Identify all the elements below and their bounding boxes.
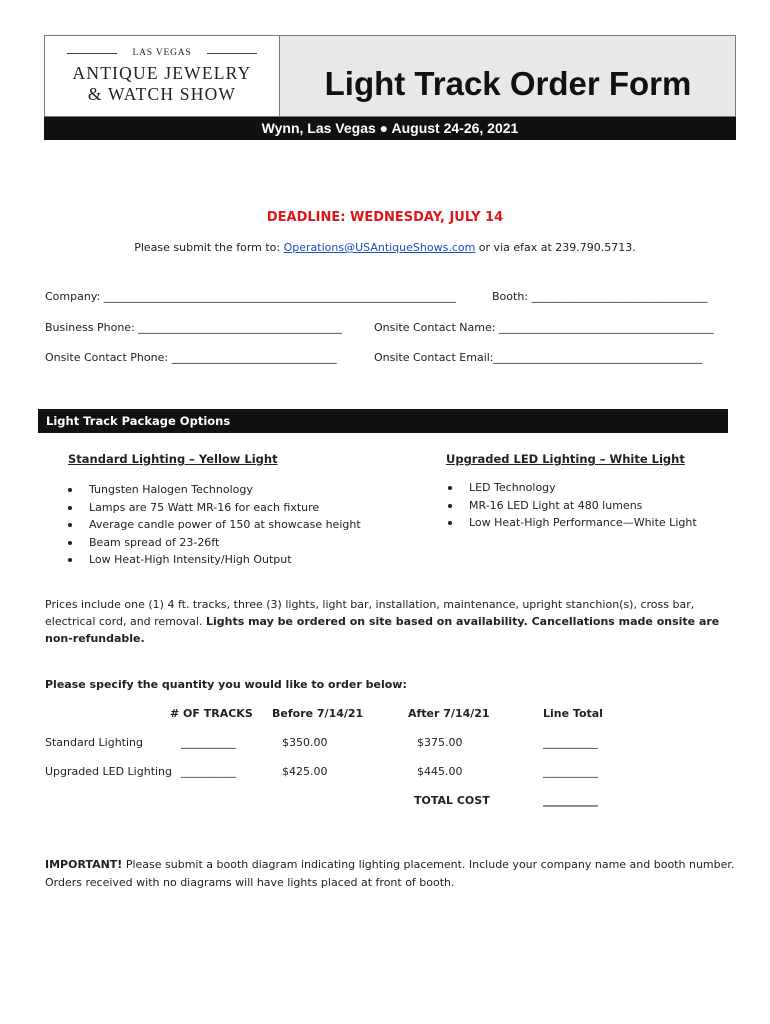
submit-instructions: [0, 240, 770, 256]
list-item: Lamps are 75 Watt MR-16 for each fixture: [66, 499, 361, 517]
total-cost-label: TOTAL COST: [414, 794, 490, 807]
price-before-upgraded: $425.00: [282, 765, 328, 778]
total-cost-field[interactable]: __________: [543, 794, 598, 807]
onsite-contact-name-field[interactable]: Onsite Contact Name: _______________________________________: [374, 321, 714, 334]
important-text: Please submit a booth diagram indicating lighting placement. Include your company name and booth number. Orders received with no diagrams will have lights placed at front of booth.: [45, 858, 735, 889]
col-header-before: Before 7/14/21: [272, 707, 364, 720]
deadline-text: DEADLINE: WEDNESDAY, JULY 14: [266, 210, 504, 225]
row-label-upgraded: Upgraded LED Lighting: [45, 765, 173, 778]
price-after-standard: $375.00: [417, 736, 463, 749]
standard-heading: Standard Lighting – Yellow Light: [68, 452, 278, 466]
list-item: LED Technology: [446, 479, 697, 497]
logo-top-line: LAS VEGAS: [67, 47, 257, 59]
line-total-standard[interactable]: __________: [543, 736, 598, 749]
package-options-bar: Light Track Package Options: [38, 409, 728, 433]
list-item: Low Heat-High Performance—White Light: [446, 514, 697, 532]
logo-line-1: ANTIQUE JEWELRY: [72, 63, 252, 83]
onsite-contact-email-field[interactable]: Onsite Contact Email:______________________________________: [374, 351, 703, 364]
submit-suffix: or via efax at 239.790.5713.: [475, 241, 636, 254]
list-item: Beam spread of 23-26ft: [66, 534, 361, 552]
col-header-after: After 7/14/21: [408, 707, 490, 720]
qty-input-standard[interactable]: __________: [181, 736, 236, 749]
price-before-standard: $350.00: [282, 736, 328, 749]
important-label: IMPORTANT!: [45, 858, 123, 871]
onsite-contact-phone-field[interactable]: Onsite Contact Phone: ______________________________: [45, 351, 337, 364]
prices-bold: Lights may be ordered on site based on availability. Cancellations made onsite are non-refundable.: [45, 615, 720, 645]
email-link[interactable]: Operations@USAntiqueShows.com: [283, 241, 476, 254]
upgraded-list: [446, 479, 697, 532]
list-item: Tungsten Halogen Technology: [66, 481, 361, 499]
list-item: MR-16 LED Light at 480 lumens: [446, 497, 697, 515]
prices-text: Prices include one (1) 4 ft. tracks, three (3) lights, light bar, installation, maintenance, upright stanchion(s), cross bar, electrical cord, and removal.: [45, 598, 695, 628]
upgraded-heading: Upgraded LED Lighting – White Light: [446, 452, 685, 466]
prices-note: [45, 596, 735, 647]
show-logo: [45, 36, 279, 116]
specify-quantity-label: Please specify the quantity you would like to order below:: [45, 678, 407, 691]
price-after-upgraded: $445.00: [417, 765, 463, 778]
booth-field[interactable]: Booth: ________________________________: [492, 290, 708, 303]
list-item: Average candle power of 150 at showcase height: [66, 516, 361, 534]
company-field[interactable]: Company: ________________________________________________________________: [45, 290, 456, 303]
qty-input-upgraded[interactable]: __________: [181, 765, 236, 778]
line-total-upgraded[interactable]: __________: [543, 765, 598, 778]
list-item: Low Heat-High Intensity/High Output: [66, 551, 361, 569]
form-title: Light Track Order Form: [324, 65, 692, 102]
submit-prefix: Please submit the form to:: [134, 241, 284, 254]
logo-line-2: & WATCH SHOW: [87, 84, 237, 104]
row-label-standard: Standard Lighting: [45, 736, 144, 749]
standard-list: [66, 481, 361, 569]
business-phone-field[interactable]: Business Phone: _____________________________________: [45, 321, 342, 334]
form-header: [44, 35, 736, 117]
title-cell: [279, 36, 735, 116]
event-subtitle-bar: Wynn, Las Vegas ● August 24-26, 2021: [44, 117, 736, 140]
important-note: [45, 856, 735, 892]
col-header-line-total: Line Total: [543, 707, 603, 720]
col-header-tracks: # OF TRACKS: [170, 707, 253, 720]
